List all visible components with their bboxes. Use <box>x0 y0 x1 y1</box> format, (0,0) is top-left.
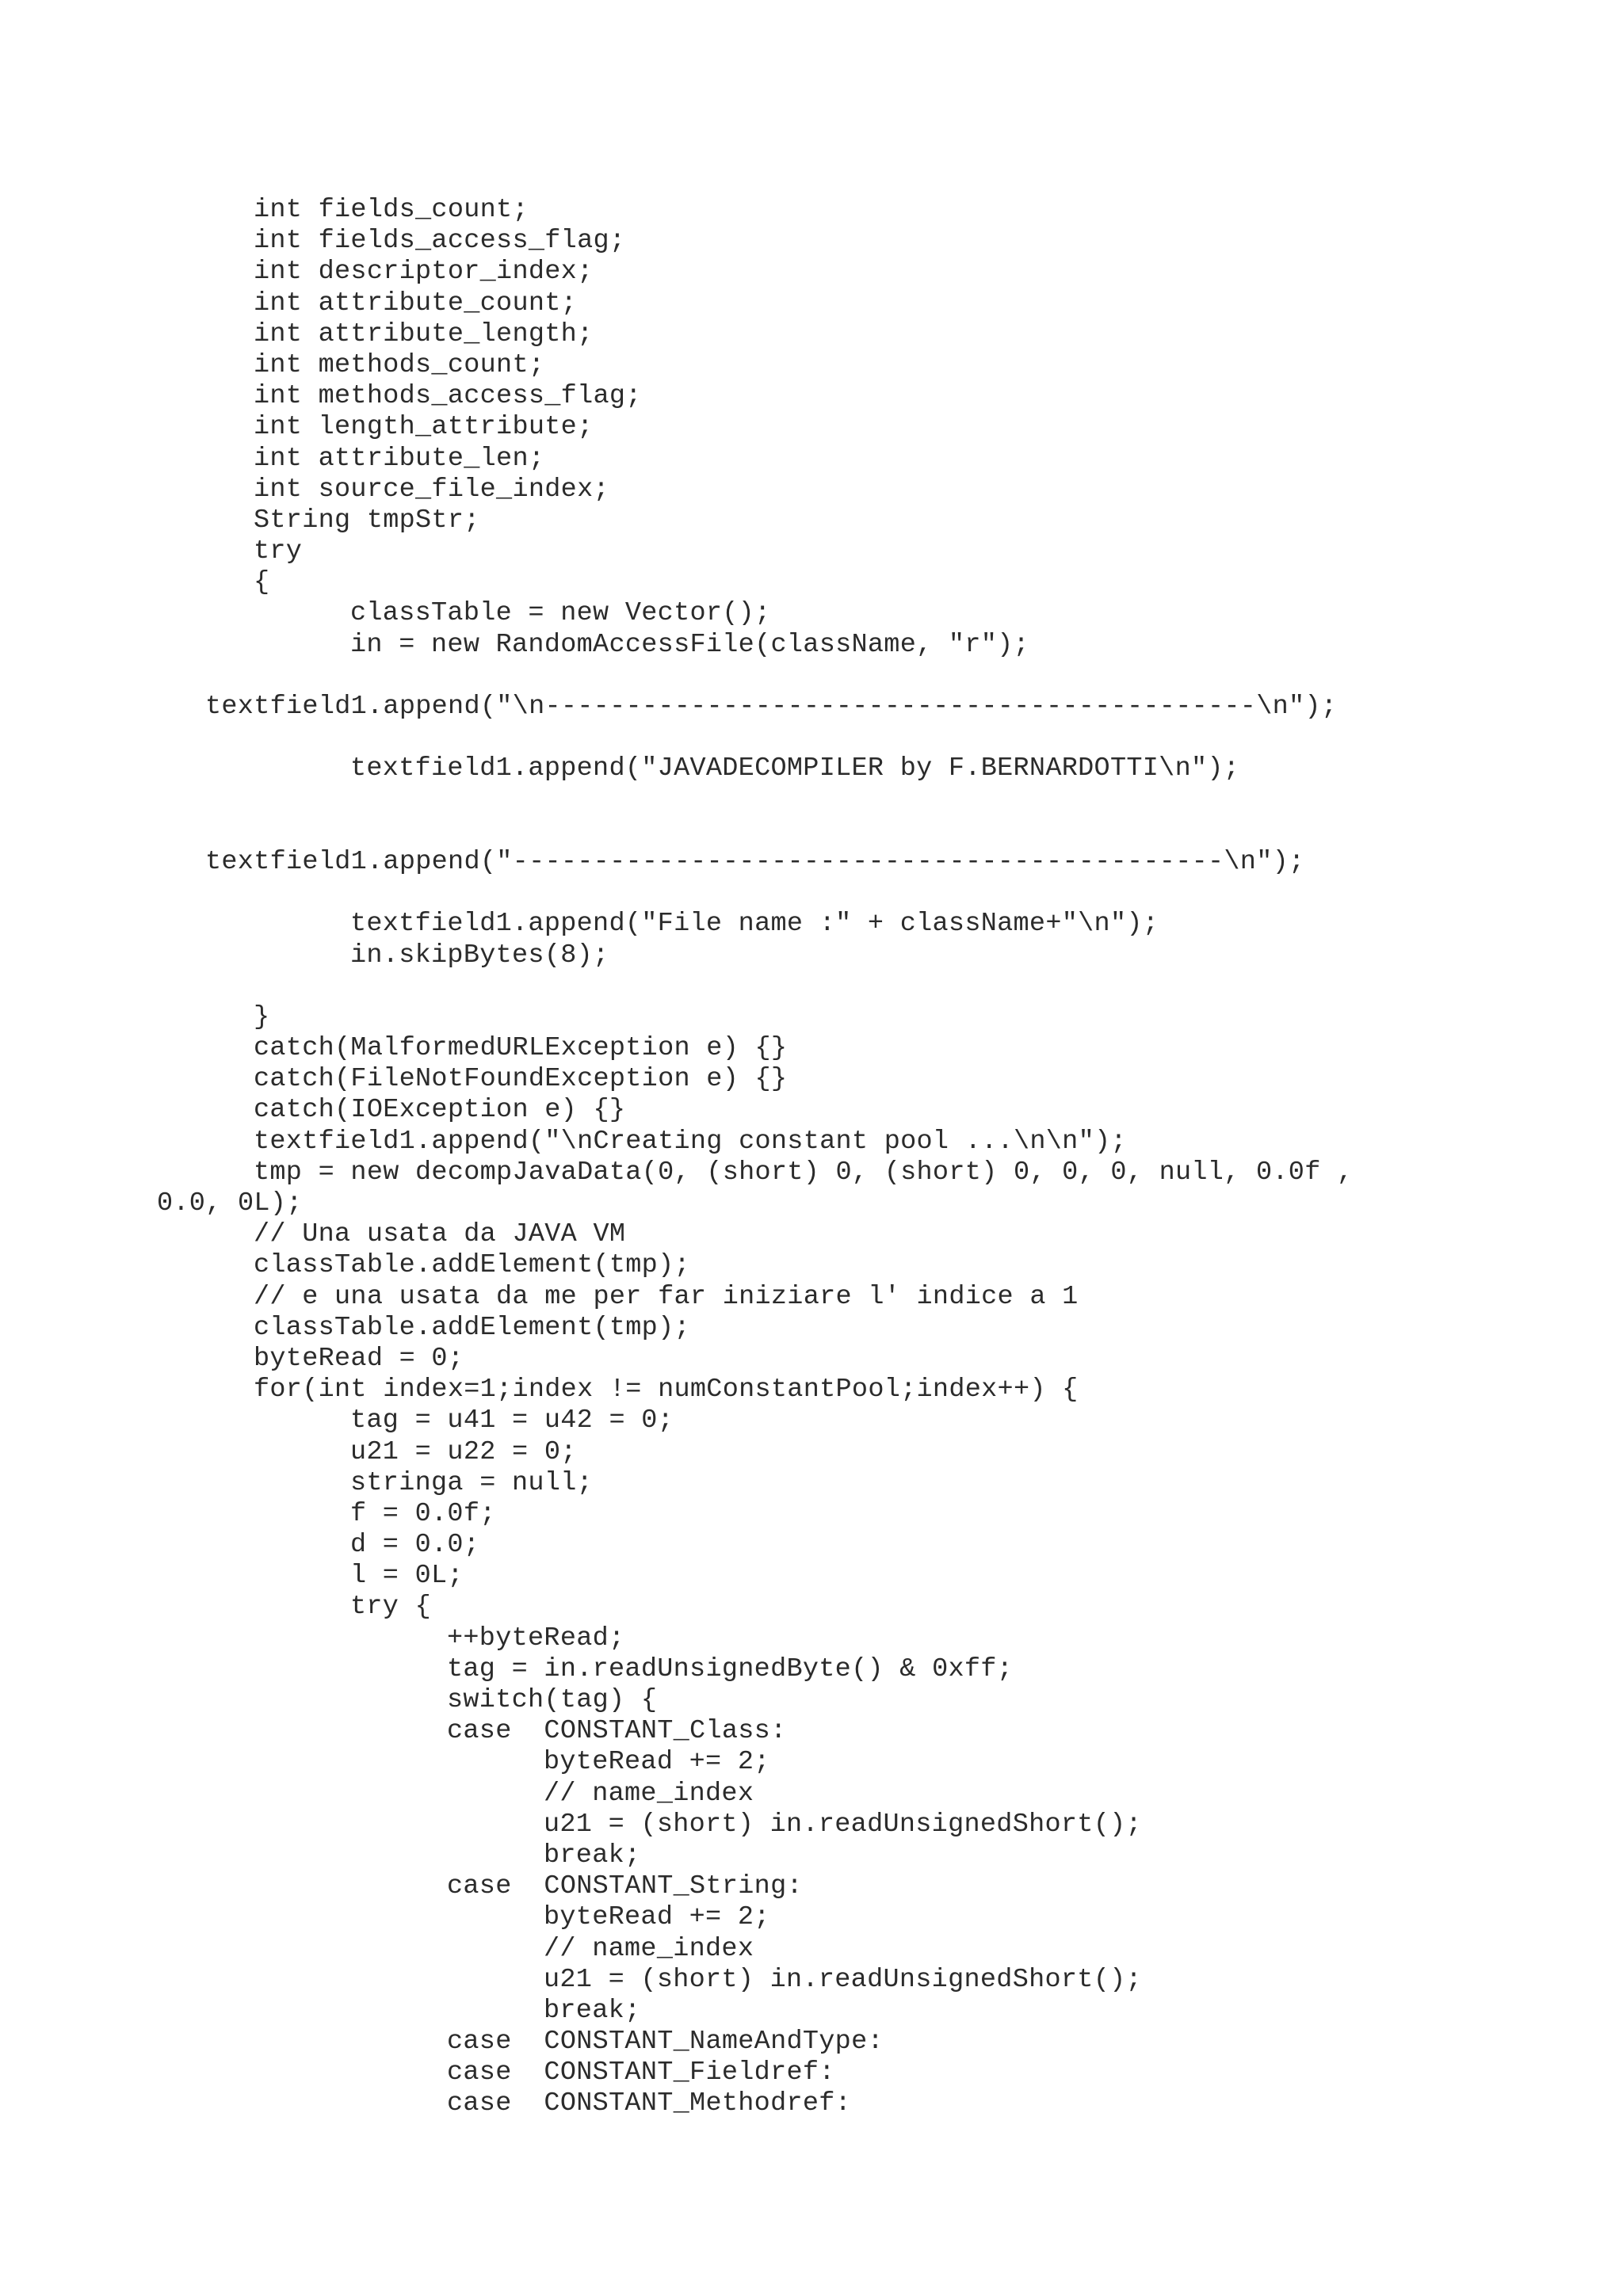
code-line <box>0 661 1623 692</box>
code-line: in = new RandomAccessFile(className, "r"); <box>350 629 1029 660</box>
code-line: break; <box>544 1840 641 1871</box>
code-line: int fields_count; <box>254 195 529 225</box>
code-line: byteRead += 2; <box>544 1747 770 1778</box>
code-line: int methods_count; <box>254 349 545 380</box>
code-line: textfield1.append("\nCreating constant pool ...\n\n"); <box>254 1126 1127 1157</box>
code-line: int source_file_index; <box>254 474 609 505</box>
code-line: int attribute_count; <box>254 288 578 318</box>
code-line: classTable.addElement(tmp); <box>254 1250 690 1281</box>
code-line: textfield1.append("File name :" + className+"\n"); <box>350 909 1159 940</box>
code-line: for(int index=1;index != numConstantPool;index++) { <box>254 1375 1079 1405</box>
code-line: case CONSTANT_String: <box>447 1871 803 1902</box>
code-line: u21 = u22 = 0; <box>350 1436 577 1467</box>
code-line: textfield1.append("--------------------------------------------\n"); <box>205 846 1305 877</box>
code-line: f = 0.0f; <box>350 1498 496 1529</box>
code-line: l = 0L; <box>350 1561 464 1592</box>
code-line: // name_index <box>544 1933 754 1964</box>
code-line: int attribute_length; <box>254 318 594 349</box>
code-line: // e una usata da me per far iniziare l' indice a 1 <box>254 1281 1079 1312</box>
code-line: case CONSTANT_Fieldref: <box>447 2058 835 2088</box>
code-line: 0.0, 0L); <box>157 1188 303 1219</box>
code-line: textfield1.append("JAVADECOMPILER by F.BERNARDOTTI\n"); <box>350 753 1240 784</box>
code-line: stringa = null; <box>350 1467 594 1498</box>
code-line: u21 = (short) in.readUnsignedShort(); <box>544 1964 1142 1995</box>
code-line: textfield1.append("\n--------------------------------------------\n"); <box>205 692 1338 722</box>
code-line: // Una usata da JAVA VM <box>254 1219 626 1250</box>
code-line: catch(IOException e) {} <box>254 1095 626 1126</box>
code-line: catch(FileNotFoundException e) {} <box>254 1064 788 1095</box>
code-line <box>0 723 1623 753</box>
code-line: classTable = new Vector(); <box>350 598 771 629</box>
code-line <box>0 971 1623 1002</box>
code-line: tmp = new decompJavaData(0, (short) 0, (short) 0, 0, 0, null, 0.0f , <box>254 1157 1354 1188</box>
code-line: classTable.addElement(tmp); <box>254 1312 690 1343</box>
code-line: { <box>254 567 270 598</box>
code-line: // name_index <box>544 1778 754 1809</box>
code-line: int attribute_len; <box>254 443 545 474</box>
code-line: byteRead += 2; <box>544 1902 770 1933</box>
code-line: tag = u41 = u42 = 0; <box>350 1405 674 1436</box>
code-line <box>0 785 1623 816</box>
code-line: } <box>254 1001 270 1032</box>
code-line: case CONSTANT_Class: <box>447 1716 787 1747</box>
code-line: try { <box>350 1592 432 1623</box>
code-line: case CONSTANT_NameAndType: <box>447 2027 884 2058</box>
code-line: catch(MalformedURLException e) {} <box>254 1033 788 1064</box>
code-line: int length_attribute; <box>254 412 594 443</box>
code-line: byteRead = 0; <box>254 1343 464 1374</box>
code-line: case CONSTANT_Methodref: <box>447 2088 852 2119</box>
code-line: tag = in.readUnsignedByte() & 0xff; <box>447 1653 1014 1684</box>
code-line: break; <box>544 1995 641 2026</box>
code-line: switch(tag) { <box>447 1685 658 1715</box>
code-line: ++byteRead; <box>447 1623 625 1653</box>
code-line <box>0 878 1623 909</box>
code-line: int fields_access_flag; <box>254 226 626 257</box>
code-line: int methods_access_flag; <box>254 381 642 412</box>
code-line: in.skipBytes(8); <box>350 940 609 971</box>
code-line: d = 0.0; <box>350 1530 480 1561</box>
code-line: try <box>254 536 303 567</box>
code-listing <box>0 195 1623 2120</box>
code-line <box>0 816 1623 847</box>
code-line: String tmpStr; <box>254 505 480 536</box>
code-line: u21 = (short) in.readUnsignedShort(); <box>544 1809 1142 1840</box>
code-line: int descriptor_index; <box>254 257 594 288</box>
